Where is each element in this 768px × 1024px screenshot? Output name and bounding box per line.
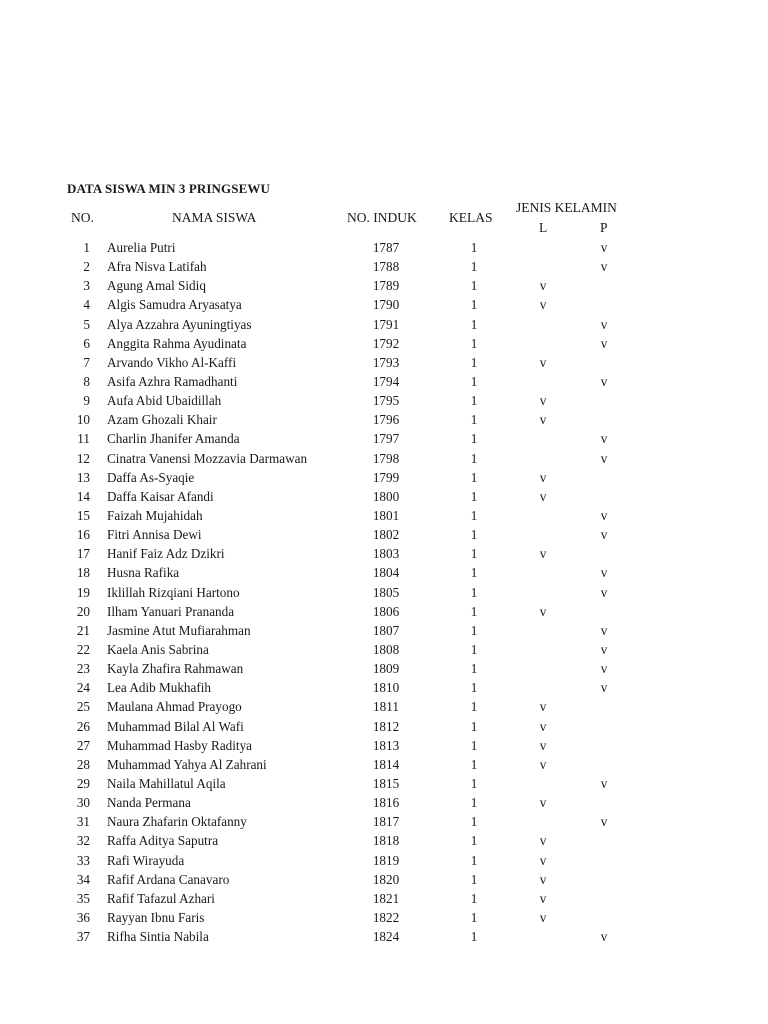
student-name: Naura Zhafarin Oktafanny [107, 814, 247, 830]
row-number: 9 [83, 393, 90, 409]
student-name: Aurelia Putri [107, 240, 176, 255]
student-kelas: 1 [470, 469, 478, 485]
table-row [0, 449, 768, 468]
student-induk: 1814 [372, 756, 400, 772]
student-kelas: 1 [470, 775, 478, 791]
gender-p-mark: v [600, 584, 608, 600]
gender-p-mark: v [600, 431, 608, 447]
table-row [0, 257, 768, 276]
student-kelas: 1 [470, 297, 478, 313]
student-induk: 1791 [372, 316, 400, 332]
student-name: Azam Ghozali Khair [107, 412, 217, 428]
row-number: 30 [76, 795, 90, 811]
gender-p-mark: v [600, 929, 608, 945]
student-name: Rayyan Ibnu Faris [107, 909, 205, 925]
row-number: 27 [76, 737, 90, 753]
student-induk: 1817 [372, 814, 400, 830]
student-kelas: 1 [470, 584, 478, 600]
table-row [0, 697, 768, 716]
student-induk: 1820 [372, 871, 400, 887]
gender-p-mark: v [600, 661, 608, 677]
student-induk: 1795 [372, 393, 400, 409]
gender-p-mark: v [600, 680, 608, 696]
table-row [0, 640, 768, 659]
gender-l-mark: v [539, 297, 547, 313]
student-name: Daffa As-Syaqie [107, 469, 195, 485]
row-number: 7 [83, 354, 90, 370]
table-row [0, 334, 768, 353]
table-row [0, 353, 768, 372]
row-number: 22 [76, 641, 90, 657]
row-number: 34 [76, 871, 90, 887]
row-number: 29 [76, 775, 90, 791]
gender-l-mark: v [539, 488, 547, 504]
student-name: Rafif Tafazul Azhari [107, 890, 215, 906]
student-kelas: 1 [470, 354, 478, 370]
gender-l-mark: v [539, 718, 547, 734]
gender-l-mark: v [539, 852, 547, 868]
gender-l-mark: v [539, 871, 547, 887]
student-name: Anggita Rahma Ayudinata [107, 335, 247, 351]
student-induk: 1815 [372, 775, 400, 791]
gender-p-mark: v [600, 373, 608, 389]
student-name: Alya Azzahra Ayuningtiyas [107, 316, 252, 332]
student-name: Afra Nisva Latifah [107, 259, 207, 275]
row-number: 21 [76, 622, 90, 638]
header-no: NO. [71, 210, 94, 225]
student-induk: 1803 [372, 546, 400, 562]
header-kelas: KELAS [449, 210, 493, 225]
header-p: P [600, 220, 608, 235]
row-number: 11 [77, 431, 90, 447]
table-row [0, 851, 768, 870]
document-title: DATA SISWA MIN 3 PRINGSEWU [67, 181, 270, 196]
student-induk: 1805 [372, 584, 400, 600]
student-kelas: 1 [470, 278, 478, 294]
table-row [0, 602, 768, 621]
row-number: 26 [76, 718, 90, 734]
gender-l-mark: v [539, 603, 547, 619]
student-kelas: 1 [470, 718, 478, 734]
student-name: Daffa Kaisar Afandi [107, 488, 214, 504]
student-kelas: 1 [470, 737, 478, 753]
student-kelas: 1 [470, 603, 478, 619]
gender-l-mark: v [539, 546, 547, 562]
student-name: Jasmine Atut Mufiarahman [107, 622, 251, 638]
table-row [0, 506, 768, 525]
table-row [0, 889, 768, 908]
student-name: Kayla Zhafira Rahmawan [107, 661, 244, 677]
table-row [0, 372, 768, 391]
student-induk: 1822 [372, 909, 400, 925]
gender-p-mark: v [600, 814, 608, 830]
student-kelas: 1 [470, 373, 478, 389]
student-name: Rafi Wirayuda [107, 852, 185, 868]
student-induk: 1804 [372, 565, 400, 581]
student-kelas: 1 [470, 680, 478, 696]
student-induk: 1813 [372, 737, 400, 753]
row-number: 16 [76, 527, 90, 543]
student-name: Aufa Abid Ubaidillah [107, 393, 222, 409]
table-row [0, 315, 768, 334]
student-name: Faizah Mujahidah [107, 507, 203, 523]
row-number: 14 [76, 488, 90, 504]
row-number: 31 [76, 814, 90, 830]
student-induk: 1802 [372, 527, 400, 543]
student-kelas: 1 [470, 699, 478, 715]
student-kelas: 1 [470, 431, 478, 447]
table-row [0, 276, 768, 295]
student-induk: 1790 [372, 297, 400, 313]
table-row [0, 812, 768, 831]
student-kelas: 1 [470, 909, 478, 925]
student-kelas: 1 [470, 527, 478, 543]
table-row [0, 659, 768, 678]
student-induk: 1801 [372, 507, 400, 523]
student-name: Algis Samudra Aryasatya [107, 297, 242, 313]
row-number: 37 [76, 929, 90, 945]
gender-l-mark: v [539, 890, 547, 906]
header-l: L [539, 220, 548, 235]
student-name: Arvando Vikho Al-Kaffi [107, 354, 237, 370]
table-row [0, 544, 768, 563]
student-induk: 1809 [372, 661, 400, 677]
table-row [0, 831, 768, 850]
student-name: Muhammad Hasby Raditya [107, 737, 253, 753]
row-number: 36 [76, 909, 90, 925]
student-induk: 1787 [372, 240, 400, 255]
table-row [0, 468, 768, 487]
table-row [0, 295, 768, 314]
gender-l-mark: v [539, 909, 547, 925]
student-induk: 1816 [372, 795, 400, 811]
student-induk: 1812 [372, 718, 400, 734]
row-number: 20 [76, 603, 90, 619]
student-kelas: 1 [470, 661, 478, 677]
student-name: Naila Mahillatul Aqila [107, 775, 226, 791]
student-induk: 1811 [373, 699, 399, 715]
student-kelas: 1 [470, 316, 478, 332]
student-name: Husna Rafika [107, 565, 180, 581]
table-row [0, 621, 768, 640]
row-number: 4 [83, 297, 90, 313]
row-number: 12 [76, 450, 90, 466]
student-kelas: 1 [470, 393, 478, 409]
student-kelas: 1 [470, 507, 478, 523]
table-row [0, 774, 768, 793]
row-number: 32 [76, 833, 90, 849]
row-number: 18 [76, 565, 90, 581]
student-name: Agung Amal Sidiq [107, 278, 206, 294]
row-number: 17 [76, 546, 90, 562]
table-row [0, 870, 768, 889]
table-row [0, 487, 768, 506]
header-nama: NAMA SISWA [172, 210, 257, 225]
table-row [0, 391, 768, 410]
gender-p-mark: v [600, 335, 608, 351]
student-kelas: 1 [470, 833, 478, 849]
student-induk: 1819 [372, 852, 400, 868]
student-name: Rifha Sintia Nabila [107, 929, 209, 945]
student-kelas: 1 [470, 546, 478, 562]
student-kelas: 1 [470, 450, 478, 466]
row-number: 8 [83, 373, 90, 389]
student-kelas: 1 [470, 412, 478, 428]
row-number: 10 [76, 412, 90, 428]
gender-l-mark: v [539, 737, 547, 753]
gender-p-mark: v [600, 641, 608, 657]
table-row [0, 583, 768, 602]
student-name: Muhammad Yahya Al Zahrani [107, 756, 267, 772]
student-induk: 1808 [372, 641, 400, 657]
gender-l-mark: v [539, 354, 547, 370]
row-number: 6 [83, 335, 90, 351]
student-name: Muhammad Bilal Al Wafi [107, 718, 244, 734]
student-kelas: 1 [470, 641, 478, 657]
student-kelas: 1 [470, 852, 478, 868]
student-name: Hanif Faiz Adz Dzikri [107, 546, 225, 562]
gender-l-mark: v [539, 412, 547, 428]
student-kelas: 1 [470, 622, 478, 638]
student-name: Maulana Ahmad Prayogo [107, 699, 242, 715]
gender-p-mark: v [600, 527, 608, 543]
student-induk: 1788 [372, 259, 400, 275]
student-induk: 1800 [372, 488, 400, 504]
student-name: Cinatra Vanensi Mozzavia Darmawan [107, 450, 308, 466]
header-induk: NO. INDUK [347, 210, 417, 225]
table-row [0, 238, 768, 257]
gender-l-mark: v [539, 833, 547, 849]
student-kelas: 1 [470, 259, 478, 275]
student-induk: 1796 [372, 412, 400, 428]
row-number: 2 [83, 259, 90, 275]
table-row [0, 525, 768, 544]
gender-p-mark: v [600, 507, 608, 523]
gender-l-mark: v [539, 469, 547, 485]
student-kelas: 1 [470, 929, 478, 945]
student-name: Lea Adib Mukhafih [107, 680, 212, 696]
table-row [0, 410, 768, 429]
table-row [0, 717, 768, 736]
row-number: 23 [76, 661, 90, 677]
table-row [0, 908, 768, 927]
row-number: 1 [83, 240, 90, 255]
student-name: Iklillah Rizqiani Hartono [107, 584, 240, 600]
student-induk: 1818 [372, 833, 400, 849]
student-induk: 1810 [372, 680, 400, 696]
student-name: Charlin Jhanifer Amanda [107, 431, 240, 447]
student-induk: 1807 [372, 622, 400, 638]
student-kelas: 1 [470, 240, 478, 255]
header-jenis-kelamin: JENIS KELAMIN [516, 200, 617, 215]
student-induk: 1821 [372, 890, 400, 906]
gender-l-mark: v [539, 278, 547, 294]
student-induk: 1794 [372, 373, 400, 389]
student-kelas: 1 [470, 814, 478, 830]
table-row [0, 678, 768, 697]
student-kelas: 1 [470, 795, 478, 811]
table-row [0, 429, 768, 448]
student-induk: 1793 [372, 354, 400, 370]
student-name: Fitri Annisa Dewi [107, 527, 202, 543]
gender-p-mark: v [600, 775, 608, 791]
table-row [0, 927, 768, 946]
student-kelas: 1 [470, 871, 478, 887]
gender-l-mark: v [539, 795, 547, 811]
gender-p-mark: v [600, 259, 608, 275]
gender-l-mark: v [539, 393, 547, 409]
gender-p-mark: v [600, 450, 608, 466]
row-number: 28 [76, 756, 90, 772]
gender-p-mark: v [600, 622, 608, 638]
row-number: 5 [83, 316, 90, 332]
row-number: 19 [76, 584, 90, 600]
gender-p-mark: v [600, 565, 608, 581]
gender-p-mark: v [600, 240, 608, 255]
student-kelas: 1 [470, 488, 478, 504]
student-name: Raffa Aditya Saputra [107, 833, 219, 849]
student-name: Rafif Ardana Canavaro [107, 871, 230, 887]
table-row [0, 755, 768, 774]
row-number: 15 [76, 507, 90, 523]
student-induk: 1799 [372, 469, 400, 485]
gender-l-mark: v [539, 756, 547, 772]
student-induk: 1797 [372, 431, 400, 447]
table-row [0, 736, 768, 755]
student-induk: 1798 [372, 450, 400, 466]
student-name: Asifa Azhra Ramadhanti [107, 373, 238, 389]
student-kelas: 1 [470, 335, 478, 351]
student-induk: 1806 [372, 603, 400, 619]
student-kelas: 1 [470, 756, 478, 772]
student-induk: 1824 [372, 929, 400, 945]
row-number: 24 [76, 680, 90, 696]
student-name: Ilham Yanuari Prananda [107, 603, 235, 619]
row-number: 35 [76, 890, 90, 906]
row-number: 3 [83, 278, 90, 294]
gender-l-mark: v [539, 699, 547, 715]
row-number: 13 [76, 469, 90, 485]
student-induk: 1789 [372, 278, 400, 294]
student-kelas: 1 [470, 565, 478, 581]
student-kelas: 1 [470, 890, 478, 906]
student-table-body [0, 238, 768, 946]
table-row [0, 793, 768, 812]
student-induk: 1792 [372, 335, 400, 351]
student-name: Kaela Anis Sabrina [107, 641, 209, 657]
table-row [0, 563, 768, 582]
row-number: 33 [76, 852, 90, 868]
student-name: Nanda Permana [107, 795, 191, 811]
row-number: 25 [76, 699, 90, 715]
gender-p-mark: v [600, 316, 608, 332]
